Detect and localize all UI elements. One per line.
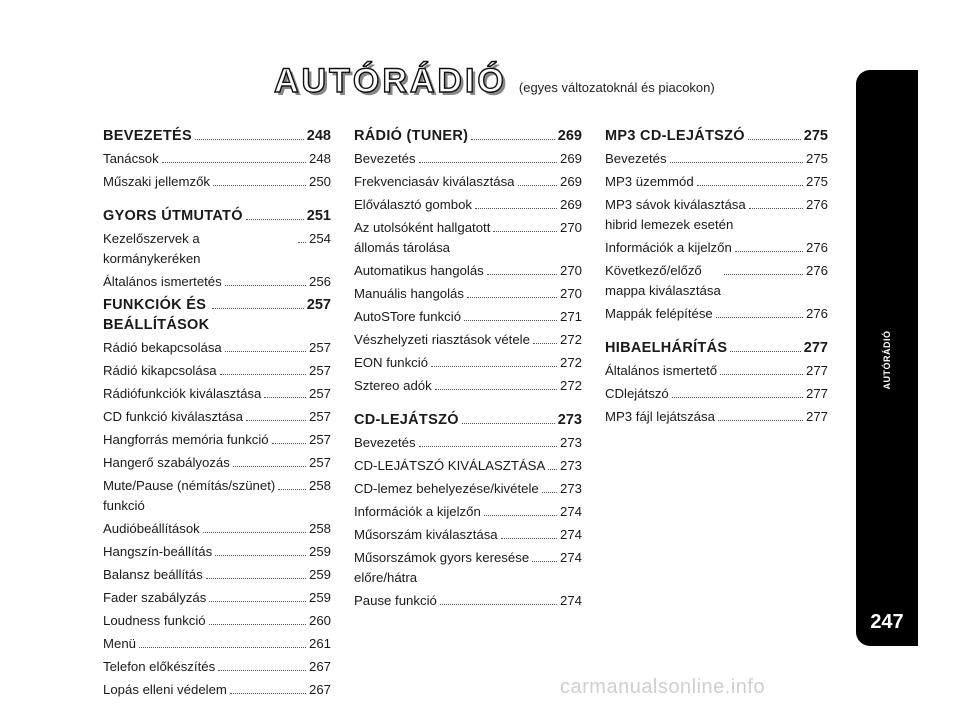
- toc-entry-page: 248: [306, 128, 331, 144]
- toc-entry-label: FUNKCIÓK ÉS BEÁLLÍTÁSOK: [103, 297, 210, 333]
- toc-entry-page: 277: [805, 409, 828, 424]
- dot-leader: [278, 489, 306, 490]
- toc-entry[interactable]: [354, 218, 582, 258]
- toc-entry-label: Következő/előző mappa kiválasztása: [605, 263, 721, 298]
- dot-leader: [218, 670, 306, 671]
- toc-entry-page: 259: [308, 544, 331, 559]
- page-subtitle: (egyes változatoknál és piacokon): [518, 80, 715, 95]
- toc-entry-page: 261: [308, 636, 331, 651]
- toc-entry[interactable]: [605, 238, 828, 258]
- toc-entry-page: 257: [308, 363, 331, 378]
- toc-entry[interactable]: [354, 172, 582, 192]
- dot-leader: [435, 389, 557, 390]
- dot-leader: [212, 308, 303, 309]
- toc-entry-label: RÁDIÓ (TUNER): [354, 128, 469, 144]
- toc-entry[interactable]: [354, 502, 582, 522]
- toc-entry[interactable]: [605, 361, 828, 381]
- dot-leader: [206, 578, 306, 579]
- toc-entry-label: Bevezetés: [605, 151, 667, 166]
- toc-entry-label: Menü: [103, 636, 136, 651]
- toc-section-heading[interactable]: [354, 126, 582, 146]
- toc-entry-page: 258: [308, 478, 331, 493]
- dot-leader: [215, 555, 306, 556]
- toc-entry-page: 270: [559, 263, 582, 278]
- toc-entry-label: CD-lemez behelyezése/kivétele: [354, 481, 539, 496]
- toc-entry[interactable]: [103, 657, 331, 677]
- dot-leader: [548, 469, 557, 470]
- toc-entry-page: 272: [559, 332, 582, 347]
- toc-entry-label: Információk a kijelzőn: [354, 504, 481, 519]
- dot-leader: [484, 515, 557, 516]
- dot-leader: [272, 443, 306, 444]
- dot-leader: [264, 397, 306, 398]
- toc-entry-page: 276: [805, 263, 828, 278]
- toc-entry-label: Információk a kijelzőn: [605, 240, 732, 255]
- toc-entry-label: Frekvenciasáv kiválasztása: [354, 174, 515, 189]
- toc-entry-label: Műsorszámok gyors keresése előre/hátra: [354, 550, 530, 585]
- toc-entry-page: 275: [803, 128, 828, 144]
- side-tab-label: AUTÓRÁDIÓ: [882, 330, 892, 390]
- dot-leader: [487, 274, 557, 275]
- toc-entry[interactable]: [103, 453, 331, 473]
- toc-entry-page: 258: [308, 521, 331, 536]
- toc-entry-label: Sztereo adók: [354, 378, 432, 393]
- toc-entry-label: MP3 üzemmód: [605, 174, 694, 189]
- toc-entry-page: 277: [805, 386, 828, 401]
- toc-entry-label: Manuális hangolás: [354, 286, 464, 301]
- toc-section-heading[interactable]: [605, 126, 828, 146]
- dot-leader: [139, 647, 306, 648]
- toc-entry-page: 273: [559, 481, 582, 496]
- page-number: 247: [870, 611, 904, 633]
- toc-section-heading[interactable]: [103, 126, 331, 146]
- toc-entry-page: 276: [805, 240, 828, 255]
- toc-entry[interactable]: [605, 384, 828, 404]
- dot-leader: [532, 561, 557, 562]
- toc-entry-label: MP3 CD-LEJÁTSZÓ: [605, 128, 745, 144]
- toc-entry[interactable]: [605, 304, 828, 324]
- dot-leader: [533, 343, 557, 344]
- toc-entry-page: 259: [308, 567, 331, 582]
- toc-entry-page: 269: [557, 128, 582, 144]
- toc-entry-page: 272: [559, 378, 582, 393]
- toc-entry-label: Tanácsok: [103, 151, 159, 166]
- toc-entry-page: 274: [559, 527, 582, 542]
- toc-entry-page: 275: [805, 174, 828, 189]
- dot-leader: [246, 219, 304, 220]
- toc-entry-label: Bevezetés: [354, 435, 416, 450]
- toc-entry-label: Mappák felépítése: [605, 306, 713, 321]
- toc-entry-page: 259: [308, 590, 331, 605]
- toc-entry[interactable]: [354, 479, 582, 499]
- toc-entry[interactable]: [354, 330, 582, 350]
- dot-leader: [720, 374, 803, 375]
- toc-entry-label: CD funkció kiválasztása: [103, 409, 243, 424]
- toc-entry-page: 257: [308, 340, 331, 355]
- toc-entry-page: 269: [559, 174, 582, 189]
- toc-entry-label: Rádió kikapcsolása: [103, 363, 217, 378]
- toc-entry-label: HIBAELHÁRÍTÁS: [605, 340, 728, 356]
- toc-entry-label: Hangforrás memória funkció: [103, 432, 269, 447]
- toc-entry[interactable]: [103, 476, 331, 516]
- page-header: [274, 62, 715, 102]
- side-tab: [856, 70, 918, 646]
- toc-entry[interactable]: [103, 149, 331, 169]
- dot-leader: [670, 162, 803, 163]
- toc-entry-page: 272: [559, 355, 582, 370]
- toc-entry-page: 270: [559, 220, 582, 235]
- dot-leader: [518, 185, 557, 186]
- dot-leader: [735, 251, 803, 252]
- toc-entry-page: 267: [308, 682, 331, 697]
- toc-entry-page: 256: [308, 274, 331, 289]
- toc-entry-page: 273: [559, 458, 582, 473]
- toc-entry-label: CD-LEJÁTSZÓ KIVÁLASZTÁSA: [354, 458, 546, 473]
- toc-entry[interactable]: [103, 407, 331, 427]
- dot-leader: [475, 208, 557, 209]
- toc-entry-label: Rádió bekapcsolása: [103, 340, 222, 355]
- toc-entry-page: 257: [308, 432, 331, 447]
- toc-entry-label: Vészhelyzeti riasztások vétele: [354, 332, 530, 347]
- dot-leader: [462, 423, 555, 424]
- toc-entry-page: 260: [308, 613, 331, 628]
- toc-entry[interactable]: [354, 149, 582, 169]
- toc-entry-page: 269: [559, 197, 582, 212]
- dot-leader: [233, 466, 306, 467]
- toc-entry-page: 274: [559, 550, 582, 565]
- dot-leader: [716, 317, 803, 318]
- toc-entry-page: 275: [805, 151, 828, 166]
- dot-leader: [471, 139, 555, 140]
- toc-entry[interactable]: [605, 172, 828, 192]
- toc-section-heading[interactable]: [103, 295, 331, 335]
- toc-entry-page: 254: [308, 231, 331, 246]
- toc-entry-label: Kezelőszervek a kormánykeréken: [103, 231, 201, 266]
- toc-entry[interactable]: [103, 430, 331, 450]
- toc-entry[interactable]: [103, 588, 331, 608]
- toc-entry-label: BEVEZETÉS: [103, 128, 192, 144]
- dot-leader: [440, 604, 557, 605]
- toc-entry[interactable]: [103, 361, 331, 381]
- toc-entry[interactable]: [103, 611, 331, 631]
- toc-entry-label: Rádiófunkciók kiválasztása: [103, 386, 262, 401]
- toc-entry-label: Műszaki jellemzők: [103, 174, 210, 189]
- toc-entry[interactable]: [103, 384, 331, 404]
- dot-leader: [220, 374, 306, 375]
- toc-entry[interactable]: [354, 353, 582, 373]
- dot-leader: [748, 139, 801, 140]
- toc-entry-page: 267: [308, 659, 331, 674]
- toc-entry-label: MP3 sávok kiválasztása hibrid lemezek esetén: [605, 197, 746, 232]
- toc-entry[interactable]: [103, 565, 331, 585]
- page-title: AUTÓRÁDIÓ: [274, 62, 507, 100]
- toc-column-2: [354, 126, 582, 614]
- toc-entry[interactable]: [103, 272, 331, 292]
- toc-entry-label: EON funkció: [354, 355, 429, 370]
- toc-entry-page: 250: [308, 174, 331, 189]
- toc-entry-page: 274: [559, 504, 582, 519]
- dot-leader: [419, 162, 557, 163]
- dot-leader: [195, 139, 304, 140]
- toc-entry-page: 271: [559, 309, 582, 324]
- toc-entry[interactable]: [354, 548, 582, 588]
- toc-entry-label: MP3 fájl lejátszása: [605, 409, 715, 424]
- toc-entry-page: 277: [803, 340, 828, 356]
- dot-leader: [493, 231, 557, 232]
- toc-entry-page: 276: [805, 197, 828, 212]
- toc-entry[interactable]: [103, 172, 331, 192]
- toc-column-3: [605, 126, 828, 430]
- toc-entry-label: Hangszín-beállítás: [103, 544, 213, 559]
- toc-entry[interactable]: [354, 456, 582, 476]
- toc-entry-label: Bevezetés: [354, 151, 416, 166]
- toc-entry[interactable]: [354, 433, 582, 453]
- toc-entry[interactable]: [354, 261, 582, 281]
- toc-entry-label: Általános ismertetés: [103, 274, 222, 289]
- toc-entry-page: 269: [559, 151, 582, 166]
- dot-leader: [501, 538, 557, 539]
- dot-leader: [718, 420, 803, 421]
- toc-entry-label: Előválasztó gombok: [354, 197, 473, 212]
- toc-entry-label: Automatikus hangolás: [354, 263, 484, 278]
- toc-entry-page: 277: [805, 363, 828, 378]
- toc-entry[interactable]: [103, 634, 331, 654]
- toc-entry-label: Műsorszám kiválasztása: [354, 527, 498, 542]
- toc-entry-page: 276: [805, 306, 828, 321]
- toc-entry-label: Hangerő szabályozás: [103, 455, 230, 470]
- toc-entry[interactable]: [605, 149, 828, 169]
- toc-section-heading[interactable]: [354, 410, 582, 430]
- dot-leader: [213, 185, 306, 186]
- toc-entry-label: CD-LEJÁTSZÓ: [354, 412, 459, 428]
- toc-entry-page: 257: [308, 386, 331, 401]
- toc-entry-label: Pause funkció: [354, 593, 437, 608]
- dot-leader: [225, 351, 306, 352]
- toc-entry[interactable]: [354, 195, 582, 215]
- dot-leader: [298, 242, 306, 243]
- toc-entry-label: GYORS ÚTMUTATÓ: [103, 208, 243, 224]
- toc-entry[interactable]: [354, 525, 582, 545]
- dot-leader: [246, 420, 306, 421]
- toc-entry-page: 257: [306, 297, 331, 313]
- toc-entry-label: Az utolsóként hallgatott állomás tárolása: [354, 220, 491, 255]
- toc-entry-label: Loudness funkció: [103, 613, 206, 628]
- toc-entry-page: 257: [308, 409, 331, 424]
- toc-entry-page: 270: [559, 286, 582, 301]
- toc-entry-label: CDlejátszó: [605, 386, 669, 401]
- dot-leader: [467, 297, 557, 298]
- dot-leader: [209, 601, 306, 602]
- toc-entry-page: 273: [559, 435, 582, 450]
- toc-entry[interactable]: [103, 338, 331, 358]
- toc-column-1: [103, 126, 331, 703]
- toc-entry-page: 273: [557, 412, 582, 428]
- toc-entry[interactable]: [605, 261, 828, 301]
- toc-entry-label: AutoSTore funkció: [354, 309, 462, 324]
- dot-leader: [464, 320, 557, 321]
- dot-leader: [225, 285, 306, 286]
- dot-leader: [542, 492, 557, 493]
- dot-leader: [431, 366, 557, 367]
- toc-entry-label: Telefon előkészítés: [103, 659, 216, 674]
- dot-leader: [749, 208, 803, 209]
- toc-entry-label: Balansz beállítás: [103, 567, 203, 582]
- toc-section-heading[interactable]: [103, 206, 331, 226]
- dot-leader: [672, 397, 803, 398]
- toc-entry[interactable]: [354, 284, 582, 304]
- toc-entry[interactable]: [103, 542, 331, 562]
- dot-leader: [697, 185, 803, 186]
- toc-entry-label: Általános ismertető: [605, 363, 718, 378]
- toc-entry-page: 251: [306, 208, 331, 224]
- toc-entry-label: Lopás elleni védelem: [103, 682, 227, 697]
- dot-leader: [209, 624, 306, 625]
- toc-entry[interactable]: [354, 376, 582, 396]
- dot-leader: [730, 351, 800, 352]
- watermark: carmanualsonline.info: [560, 676, 766, 698]
- dot-leader: [230, 693, 306, 694]
- toc-section-heading[interactable]: [605, 338, 828, 358]
- toc-entry-page: 248: [308, 151, 331, 166]
- toc-entry-page: 257: [308, 455, 331, 470]
- toc-entry-page: 274: [559, 593, 582, 608]
- dot-leader: [724, 274, 803, 275]
- toc-entry[interactable]: [103, 229, 331, 269]
- dot-leader: [419, 446, 557, 447]
- dot-leader: [203, 532, 306, 533]
- toc-entry[interactable]: [103, 680, 331, 700]
- toc-entry[interactable]: [354, 591, 582, 611]
- toc-entry[interactable]: [605, 407, 828, 427]
- toc-entry-label: Fader szabályzás: [103, 590, 207, 605]
- toc-entry[interactable]: [103, 519, 331, 539]
- toc-entry-label: Mute/Pause (némítás/szünet) funkció: [103, 478, 276, 513]
- toc-entry-label: Audióbeállítások: [103, 521, 200, 536]
- toc-entry[interactable]: [605, 195, 828, 235]
- toc-entry[interactable]: [354, 307, 582, 327]
- dot-leader: [162, 162, 306, 163]
